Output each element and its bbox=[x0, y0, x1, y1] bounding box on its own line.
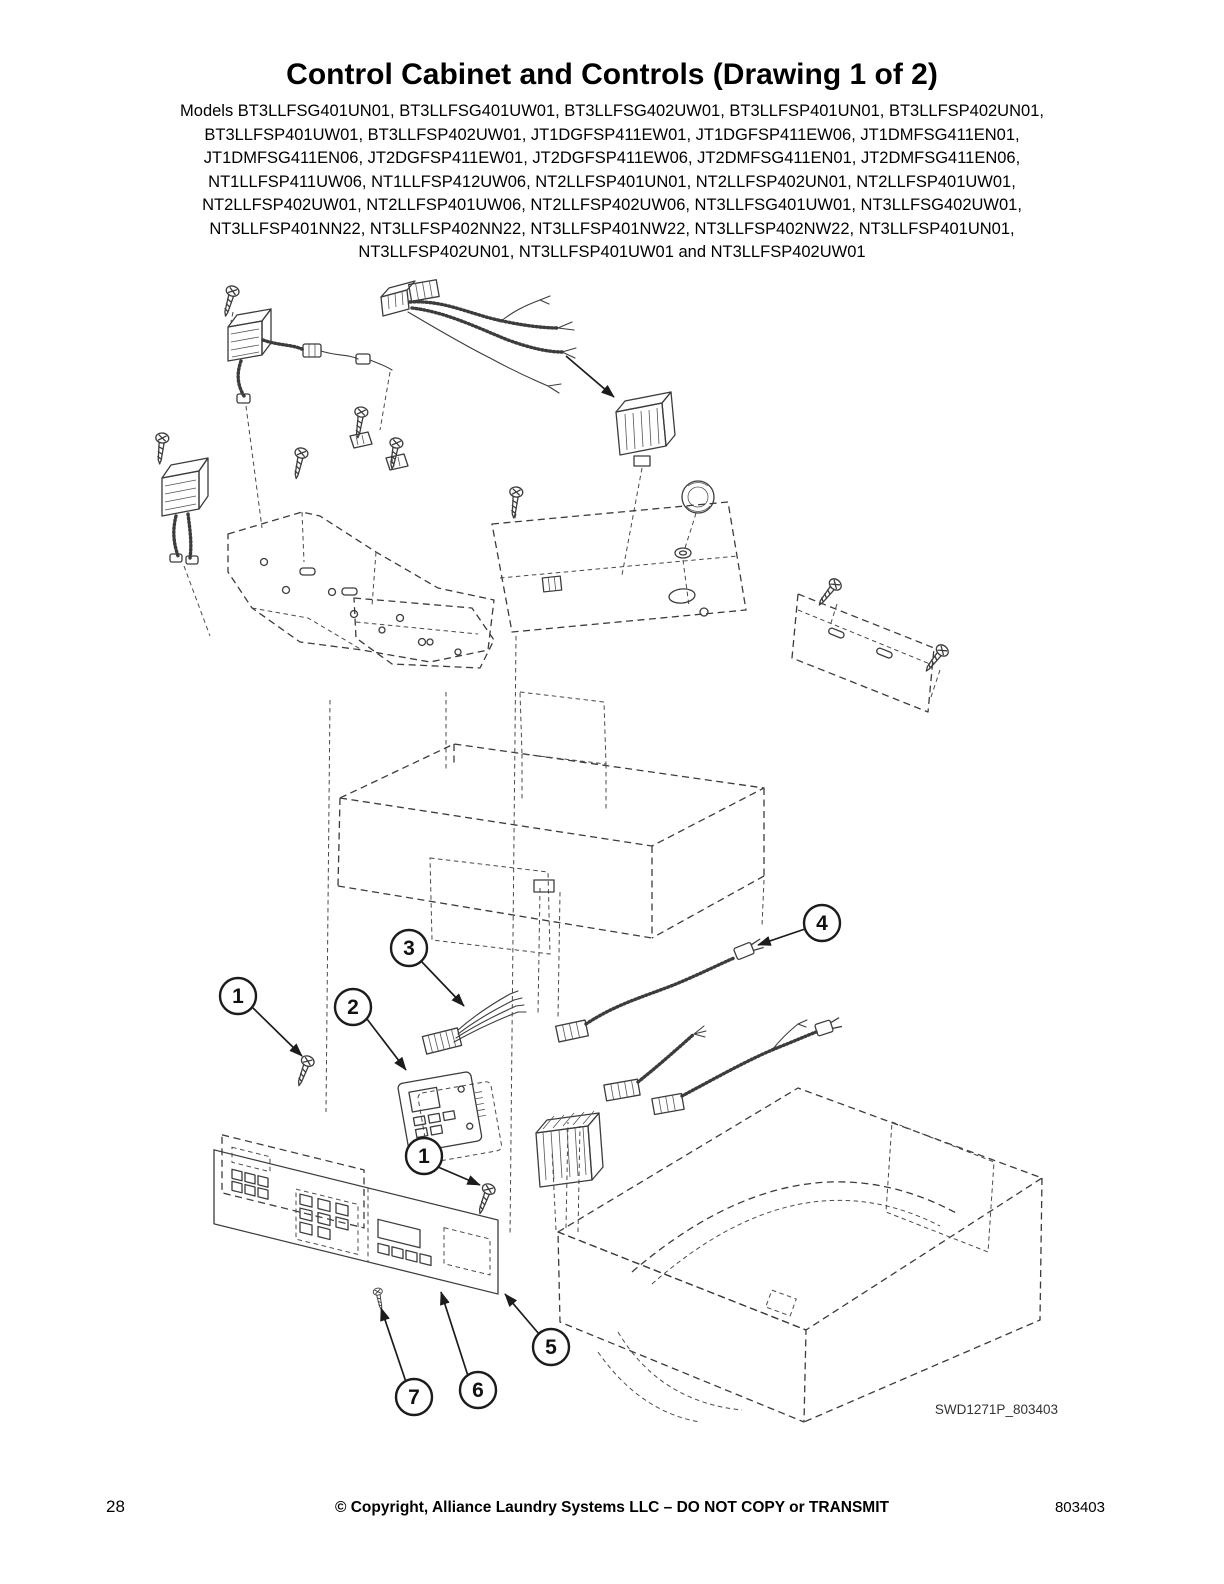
copyright-notice: © Copyright, Alliance Laundry Systems LLC – DO NOT COPY or TRANSMIT bbox=[335, 1499, 889, 1516]
svg-text:5: 5 bbox=[545, 1336, 557, 1359]
models-line: NT3LLFSP402UN01, NT3LLFSP401UW01 and NT3LLFSP402UW01 bbox=[358, 243, 866, 261]
signal-harness bbox=[604, 1026, 706, 1101]
screw bbox=[218, 284, 240, 317]
callout-7 bbox=[381, 1308, 432, 1415]
mounting-bracket bbox=[228, 512, 494, 662]
control-panel-assembly bbox=[214, 1133, 498, 1294]
transformer-assembly-left bbox=[162, 458, 210, 636]
screw-item-1 bbox=[292, 1054, 316, 1088]
svg-text:1: 1 bbox=[232, 985, 244, 1008]
screw bbox=[350, 406, 368, 439]
cabinet-shell-outline bbox=[552, 1088, 1042, 1422]
drawing-id-label: SWD1271P_803403 bbox=[934, 1402, 1058, 1417]
callout-2 bbox=[335, 989, 406, 1070]
screw bbox=[385, 437, 404, 470]
power-lead-harness bbox=[556, 938, 764, 1042]
models-line: Models BT3LLFSG401UN01, BT3LLFSG401UW01, BT3LLFSG402UW01, BT3LLFSP401UN01, BT3LLFSP402UN01, bbox=[180, 102, 1044, 120]
callout-3 bbox=[391, 930, 464, 1006]
svg-text:1: 1 bbox=[418, 1145, 430, 1168]
models-line: NT2LLFSP402UW01, NT2LLFSP401UW06, NT2LLFSP402UW06, NT3LLFSG401UW01, NT3LLFSG402UW01, bbox=[202, 196, 1022, 214]
svg-text:6: 6 bbox=[472, 1379, 484, 1402]
wire-harness-top bbox=[381, 280, 614, 397]
terminal-connector bbox=[616, 392, 675, 575]
models-line: NT1LLFSP411UW06, NT1LLFSP412UW06, NT2LLFSP401UN01, NT2LLFSP402UN01, NT2LLFSP401UW01, bbox=[208, 172, 1016, 191]
page-title: Control Cabinet and Controls (Drawing 1 of 2) bbox=[286, 58, 938, 91]
support-bracket bbox=[354, 598, 494, 668]
exploded-parts-diagram bbox=[90, 265, 1140, 1435]
models-line: BT3LLFSP401UW01, BT3LLFSP402UW01, JT1DGFSP411EW01, JT1DGFSP411EW06, JT1DMFSG411EN01, bbox=[204, 125, 1020, 144]
callout-1b bbox=[406, 1138, 480, 1185]
page-number: 28 bbox=[106, 1497, 125, 1516]
screw bbox=[814, 576, 844, 608]
screw-item-1 bbox=[473, 1182, 497, 1216]
callout-4 bbox=[758, 905, 840, 945]
control-cabinet-outline bbox=[326, 636, 764, 1236]
callout-6 bbox=[441, 1292, 496, 1408]
document-number: 803403 bbox=[1054, 1499, 1105, 1516]
svg-text:3: 3 bbox=[403, 937, 415, 960]
screw bbox=[921, 642, 951, 674]
screw bbox=[506, 486, 523, 519]
top-trim-rail bbox=[492, 502, 746, 632]
terminal-block bbox=[536, 1111, 603, 1187]
svg-text:7: 7 bbox=[408, 1386, 420, 1409]
screw bbox=[152, 432, 169, 465]
models-line: NT3LLFSP401NN22, NT3LLFSP402NN22, NT3LLFSP401NW22, NT3LLFSP402NW22, NT3LLFSP401UN01, bbox=[209, 219, 1015, 238]
models-list bbox=[112, 100, 1112, 265]
ribbon-harness bbox=[422, 991, 526, 1054]
models-line: JT1DMFSG411EN06, JT2DGFSP411EW01, JT2DGFSP411EW06, JT2DMFSG411EN01, JT2DMFSG411EN06, bbox=[203, 149, 1021, 167]
rear-bracket bbox=[792, 594, 940, 712]
screw bbox=[289, 447, 309, 480]
plug-harness bbox=[652, 1017, 842, 1114]
callout-1 bbox=[220, 978, 302, 1056]
screw-item-7 bbox=[373, 1287, 386, 1310]
fan-coil bbox=[675, 481, 714, 606]
svg-text:4: 4 bbox=[816, 912, 828, 935]
wire-clamp bbox=[350, 432, 408, 470]
svg-text:2: 2 bbox=[347, 996, 359, 1019]
callout-5 bbox=[505, 1294, 569, 1365]
transformer-assembly-top bbox=[228, 309, 392, 528]
